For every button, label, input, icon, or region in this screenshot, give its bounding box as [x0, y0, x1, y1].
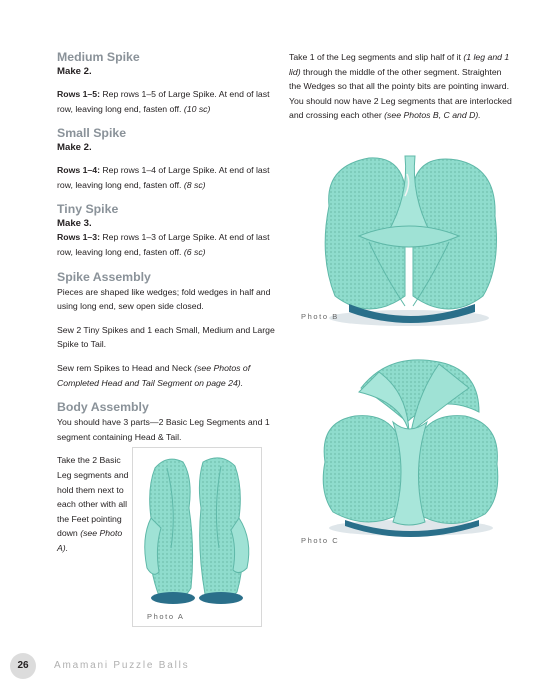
crochet-segments-illustration: [133, 448, 260, 625]
make-count: Make 2.: [57, 142, 92, 154]
right-column: [289, 50, 514, 123]
book-title: Amamani Puzzle Balls: [54, 660, 190, 671]
stitch-count: (8 sc): [183, 179, 206, 190]
rows-text: Rep rows 1–3 of Large Spike. At end of last row, leaving long end, fasten off.: [57, 232, 270, 257]
photo-c: [289, 352, 521, 552]
instruction-text: Sew rem Spikes to Head and Neck: [57, 362, 195, 373]
instruction-paragraph: [57, 163, 277, 192]
photo-caption: Photo C: [301, 536, 340, 545]
photo-reference: (see Photos of Completed Head and Tail Segment on page 24).: [57, 362, 251, 388]
section-title-medium-spike: Medium Spike: [57, 50, 140, 64]
instruction-paragraph: [57, 230, 277, 259]
medium-spike-section: [57, 50, 277, 116]
photo-a: [133, 448, 260, 625]
rows-text: Rep rows 1–4 of Large Spike. At end of last row, leaving long end, fasten off.: [57, 165, 270, 190]
instruction-paragraph: [57, 87, 277, 116]
crochet-ball-illustration: [289, 146, 521, 332]
instruction-text: through the middle of the other segment. Straighten the Wedges so that all the pointy bits are pointing inward. You should now have 2 Leg segments that are interlocked and crossing each other: [289, 66, 512, 121]
section-title-tiny-spike: Tiny Spike: [57, 202, 119, 217]
instruction-text: Take the 2 Basic Leg segments and hold them next to each other with all the Feet pointing down: [57, 455, 129, 539]
instruction-paragraph: [57, 361, 277, 390]
rows-label: Rows 1–4:: [57, 165, 100, 176]
page-number: 26: [10, 653, 36, 679]
rows-label: Rows 1–3:: [57, 232, 100, 243]
spike-assembly-section: [57, 270, 277, 391]
crochet-ball-illustration: [289, 352, 521, 552]
section-title-small-spike: Small Spike: [57, 126, 127, 141]
photo-caption: Photo B: [301, 312, 339, 321]
instruction-paragraph: [57, 453, 129, 555]
rows-label: Rows 1–5:: [57, 89, 100, 99]
stitch-count: (10 sc): [183, 103, 211, 114]
make-count: Make 2.: [57, 66, 92, 77]
photo-reference: (see Photo A).: [57, 528, 123, 553]
instruction-paragraph: You should have 3 parts—2 Basic Leg Segments and 1 segment containing Head & Tail.: [57, 417, 270, 442]
instruction-paragraph: Sew 2 Tiny Spikes and 1 each Small, Medium and Large Spike to Tail.: [57, 324, 275, 350]
photo-caption: Photo A: [147, 612, 185, 621]
instruction-text: Take 1 of the Leg segments and slip half of it: [289, 52, 464, 62]
make-count: Make 3.: [57, 218, 92, 230]
section-title-body-assembly: Body Assembly: [57, 400, 149, 415]
tiny-spike-section: [57, 202, 277, 259]
photo-reference: (see Photos B, C and D).: [384, 110, 481, 121]
instruction-paragraph: Pieces are shaped like wedges; fold wedges in half and using long end, sew open side closed.: [57, 286, 271, 312]
instruction-paragraph: [289, 50, 514, 123]
small-spike-section: [57, 126, 277, 192]
rows-text: Rep rows 1–5 of Large Spike. At end of last row, leaving long end, fasten off.: [57, 89, 270, 114]
stitch-count: (6 sc): [183, 246, 206, 257]
inline-note: (1 leg and 1 lid): [289, 52, 510, 77]
section-title-spike-assembly: Spike Assembly: [57, 269, 151, 284]
photo-b: [289, 146, 521, 332]
